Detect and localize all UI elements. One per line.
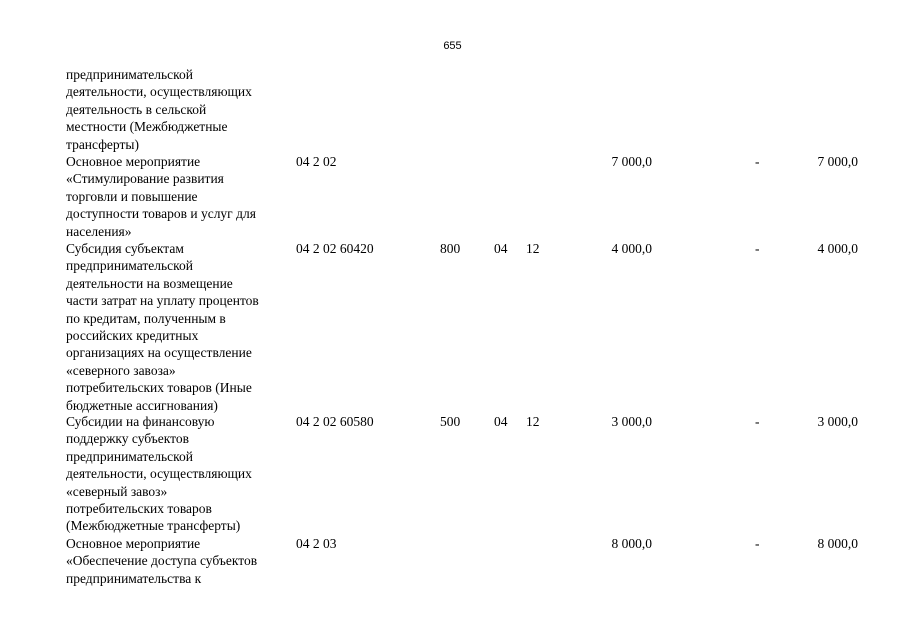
row-rz: 04 [494, 241, 508, 256]
row-sum-1: 4 000,0 [611, 241, 652, 256]
row-vr: 800 [440, 241, 461, 256]
row-sum-3: 7 000,0 [817, 154, 858, 169]
row-code: 04 2 03 [296, 536, 337, 551]
row-description: Основное мероприятие «Стимулирование развития торговли и повышение доступности товаров и услуг для населения» [66, 154, 256, 239]
row-pr: 12 [526, 414, 540, 429]
page-number: 655 [443, 40, 462, 52]
row-sum-1: 3 000,0 [611, 414, 652, 429]
row-sum-2: - [755, 536, 760, 551]
row-description: Основное мероприятие «Обеспечение доступа субъектов предпринимательства к [66, 536, 258, 586]
row-code: 04 2 02 60420 [296, 241, 374, 256]
row-sum-2: - [755, 414, 760, 429]
row-code: 04 2 02 60580 [296, 414, 374, 429]
row-vr: 500 [440, 414, 461, 429]
row-rz: 04 [494, 414, 508, 429]
row-description: Субсидии на финансовую поддержку субъектов предпринимательской деятельности, осуществляющих «северный завоз» потребительских товаров (Межбюджетные трансферты) [66, 414, 252, 534]
row-pr: 12 [526, 241, 540, 256]
row-sum-1: 8 000,0 [611, 536, 652, 551]
row-sum-3: 8 000,0 [817, 536, 858, 551]
row-description: Субсидия субъектам предпринимательской деятельности на возмещение части затрат на уплату процентов по кредитам, полученным в российских кредитных организациях на осуществление «северного завоза» потребительских товаров (Иные бюджетные ассигнования) [66, 241, 259, 413]
row-code: 04 2 02 [296, 154, 337, 169]
row-sum-2: - [755, 241, 760, 256]
row-sum-2: - [755, 154, 760, 169]
row-sum-1: 7 000,0 [611, 154, 652, 169]
row-sum-3: 3 000,0 [817, 414, 858, 429]
row-sum-3: 4 000,0 [817, 241, 858, 256]
row-description: предпринимательской деятельности, осуществляющих деятельность в сельской местности (Межбюджетные трансферты) [66, 67, 252, 152]
